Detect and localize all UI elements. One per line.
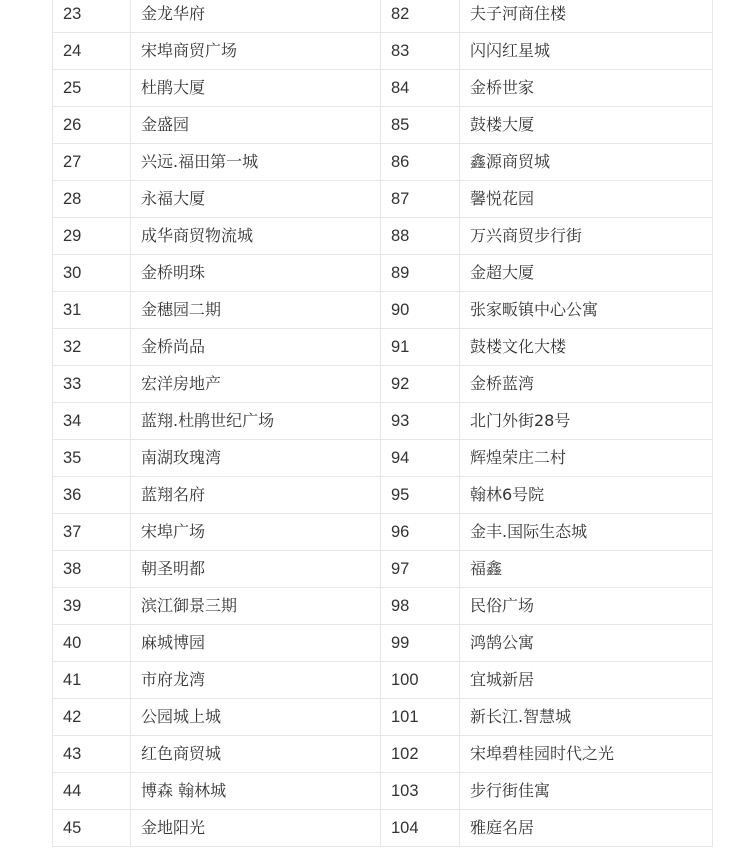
property-name-right: 夫子河商住楼 (460, 0, 713, 33)
row-number-right: 96 (381, 514, 460, 551)
row-number-right: 91 (381, 329, 460, 366)
property-name-right: 辉煌荣庄二村 (460, 440, 713, 477)
property-name-right: 万兴商贸步行街 (460, 218, 713, 255)
property-name-left: 金盛园 (131, 107, 381, 144)
row-number-left: 33 (53, 366, 131, 403)
property-name-right: 宋埠碧桂园时代之光 (460, 736, 713, 773)
property-name-left: 麻城博园 (131, 625, 381, 662)
property-name-left: 永福大厦 (131, 181, 381, 218)
row-number-left: 38 (53, 551, 131, 588)
row-number-right: 84 (381, 70, 460, 107)
row-number-left: 30 (53, 255, 131, 292)
row-number-left: 45 (53, 810, 131, 847)
row-number-right: 104 (381, 810, 460, 847)
table-row (53, 107, 713, 144)
property-name-right: 金桥蓝湾 (460, 366, 713, 403)
row-number-left: 42 (53, 699, 131, 736)
property-name-left: 兴远.福田第一城 (131, 144, 381, 181)
property-name-right: 馨悦花园 (460, 181, 713, 218)
row-number-left: 39 (53, 588, 131, 625)
table-row (53, 292, 713, 329)
row-number-left: 43 (53, 736, 131, 773)
row-number-left: 34 (53, 403, 131, 440)
table-row (53, 477, 713, 514)
residential-list-table-container (52, 0, 712, 847)
row-number-left: 41 (53, 662, 131, 699)
property-name-left: 宏洋房地产 (131, 366, 381, 403)
row-number-right: 82 (381, 0, 460, 33)
property-name-right: 福鑫 (460, 551, 713, 588)
property-name-right: 北门外街28号 (460, 403, 713, 440)
property-name-left: 宋埠广场 (131, 514, 381, 551)
residential-list-table (52, 0, 713, 847)
row-number-left: 35 (53, 440, 131, 477)
table-row (53, 144, 713, 181)
property-name-left: 成华商贸物流城 (131, 218, 381, 255)
property-name-right: 翰林6号院 (460, 477, 713, 514)
property-name-right: 金桥世家 (460, 70, 713, 107)
row-number-right: 97 (381, 551, 460, 588)
table-row (53, 551, 713, 588)
table-row (53, 403, 713, 440)
row-number-left: 31 (53, 292, 131, 329)
row-number-right: 98 (381, 588, 460, 625)
property-name-left: 博森 翰林城 (131, 773, 381, 810)
table-row (53, 588, 713, 625)
property-name-right: 闪闪红星城 (460, 33, 713, 70)
property-name-left: 蓝翔名府 (131, 477, 381, 514)
table-row (53, 366, 713, 403)
property-name-left: 南湖玫瑰湾 (131, 440, 381, 477)
property-name-right: 金超大厦 (460, 255, 713, 292)
row-number-left: 25 (53, 70, 131, 107)
row-number-right: 99 (381, 625, 460, 662)
table-row (53, 773, 713, 810)
property-name-left: 公园城上城 (131, 699, 381, 736)
row-number-right: 83 (381, 33, 460, 70)
row-number-left: 40 (53, 625, 131, 662)
property-name-right: 鼓楼文化大楼 (460, 329, 713, 366)
row-number-left: 27 (53, 144, 131, 181)
row-number-right: 88 (381, 218, 460, 255)
property-name-left: 宋埠商贸广场 (131, 33, 381, 70)
property-name-right: 民俗广场 (460, 588, 713, 625)
row-number-left: 28 (53, 181, 131, 218)
table-row (53, 625, 713, 662)
table-row (53, 0, 713, 33)
table-row (53, 218, 713, 255)
row-number-right: 100 (381, 662, 460, 699)
property-name-left: 市府龙湾 (131, 662, 381, 699)
property-name-right: 宜城新居 (460, 662, 713, 699)
row-number-right: 95 (381, 477, 460, 514)
property-name-right: 雅庭名居 (460, 810, 713, 847)
property-name-left: 金龙华府 (131, 0, 381, 33)
property-name-left: 红色商贸城 (131, 736, 381, 773)
row-number-right: 85 (381, 107, 460, 144)
row-number-left: 29 (53, 218, 131, 255)
row-number-left: 37 (53, 514, 131, 551)
row-number-right: 90 (381, 292, 460, 329)
row-number-left: 32 (53, 329, 131, 366)
row-number-left: 24 (53, 33, 131, 70)
property-name-right: 鸿鹄公寓 (460, 625, 713, 662)
table-row (53, 181, 713, 218)
property-name-left: 蓝翔.杜鹃世纪广场 (131, 403, 381, 440)
table-row (53, 70, 713, 107)
table-row (53, 810, 713, 847)
row-number-right: 102 (381, 736, 460, 773)
row-number-left: 44 (53, 773, 131, 810)
row-number-left: 26 (53, 107, 131, 144)
row-number-left: 36 (53, 477, 131, 514)
property-name-right: 步行街佳寓 (460, 773, 713, 810)
row-number-right: 92 (381, 366, 460, 403)
property-name-left: 金桥明珠 (131, 255, 381, 292)
table-row (53, 736, 713, 773)
property-name-left: 金桥尚品 (131, 329, 381, 366)
property-name-right: 鑫源商贸城 (460, 144, 713, 181)
property-name-right: 新长江.智慧城 (460, 699, 713, 736)
row-number-right: 87 (381, 181, 460, 218)
property-name-left: 金地阳光 (131, 810, 381, 847)
property-name-right: 金丰.国际生态城 (460, 514, 713, 551)
row-number-right: 89 (381, 255, 460, 292)
row-number-right: 94 (381, 440, 460, 477)
property-name-right: 张家畈镇中心公寓 (460, 292, 713, 329)
property-name-right: 鼓楼大厦 (460, 107, 713, 144)
table-row (53, 514, 713, 551)
row-number-right: 101 (381, 699, 460, 736)
property-name-left: 金穗园二期 (131, 292, 381, 329)
table-row (53, 699, 713, 736)
table-row (53, 440, 713, 477)
table-row (53, 33, 713, 70)
row-number-right: 103 (381, 773, 460, 810)
table-body (53, 0, 713, 847)
row-number-right: 93 (381, 403, 460, 440)
table-row (53, 255, 713, 292)
property-name-left: 杜鹃大厦 (131, 70, 381, 107)
row-number-left: 23 (53, 0, 131, 33)
table-row (53, 662, 713, 699)
row-number-right: 86 (381, 144, 460, 181)
property-name-left: 滨江御景三期 (131, 588, 381, 625)
table-row (53, 329, 713, 366)
property-name-left: 朝圣明都 (131, 551, 381, 588)
